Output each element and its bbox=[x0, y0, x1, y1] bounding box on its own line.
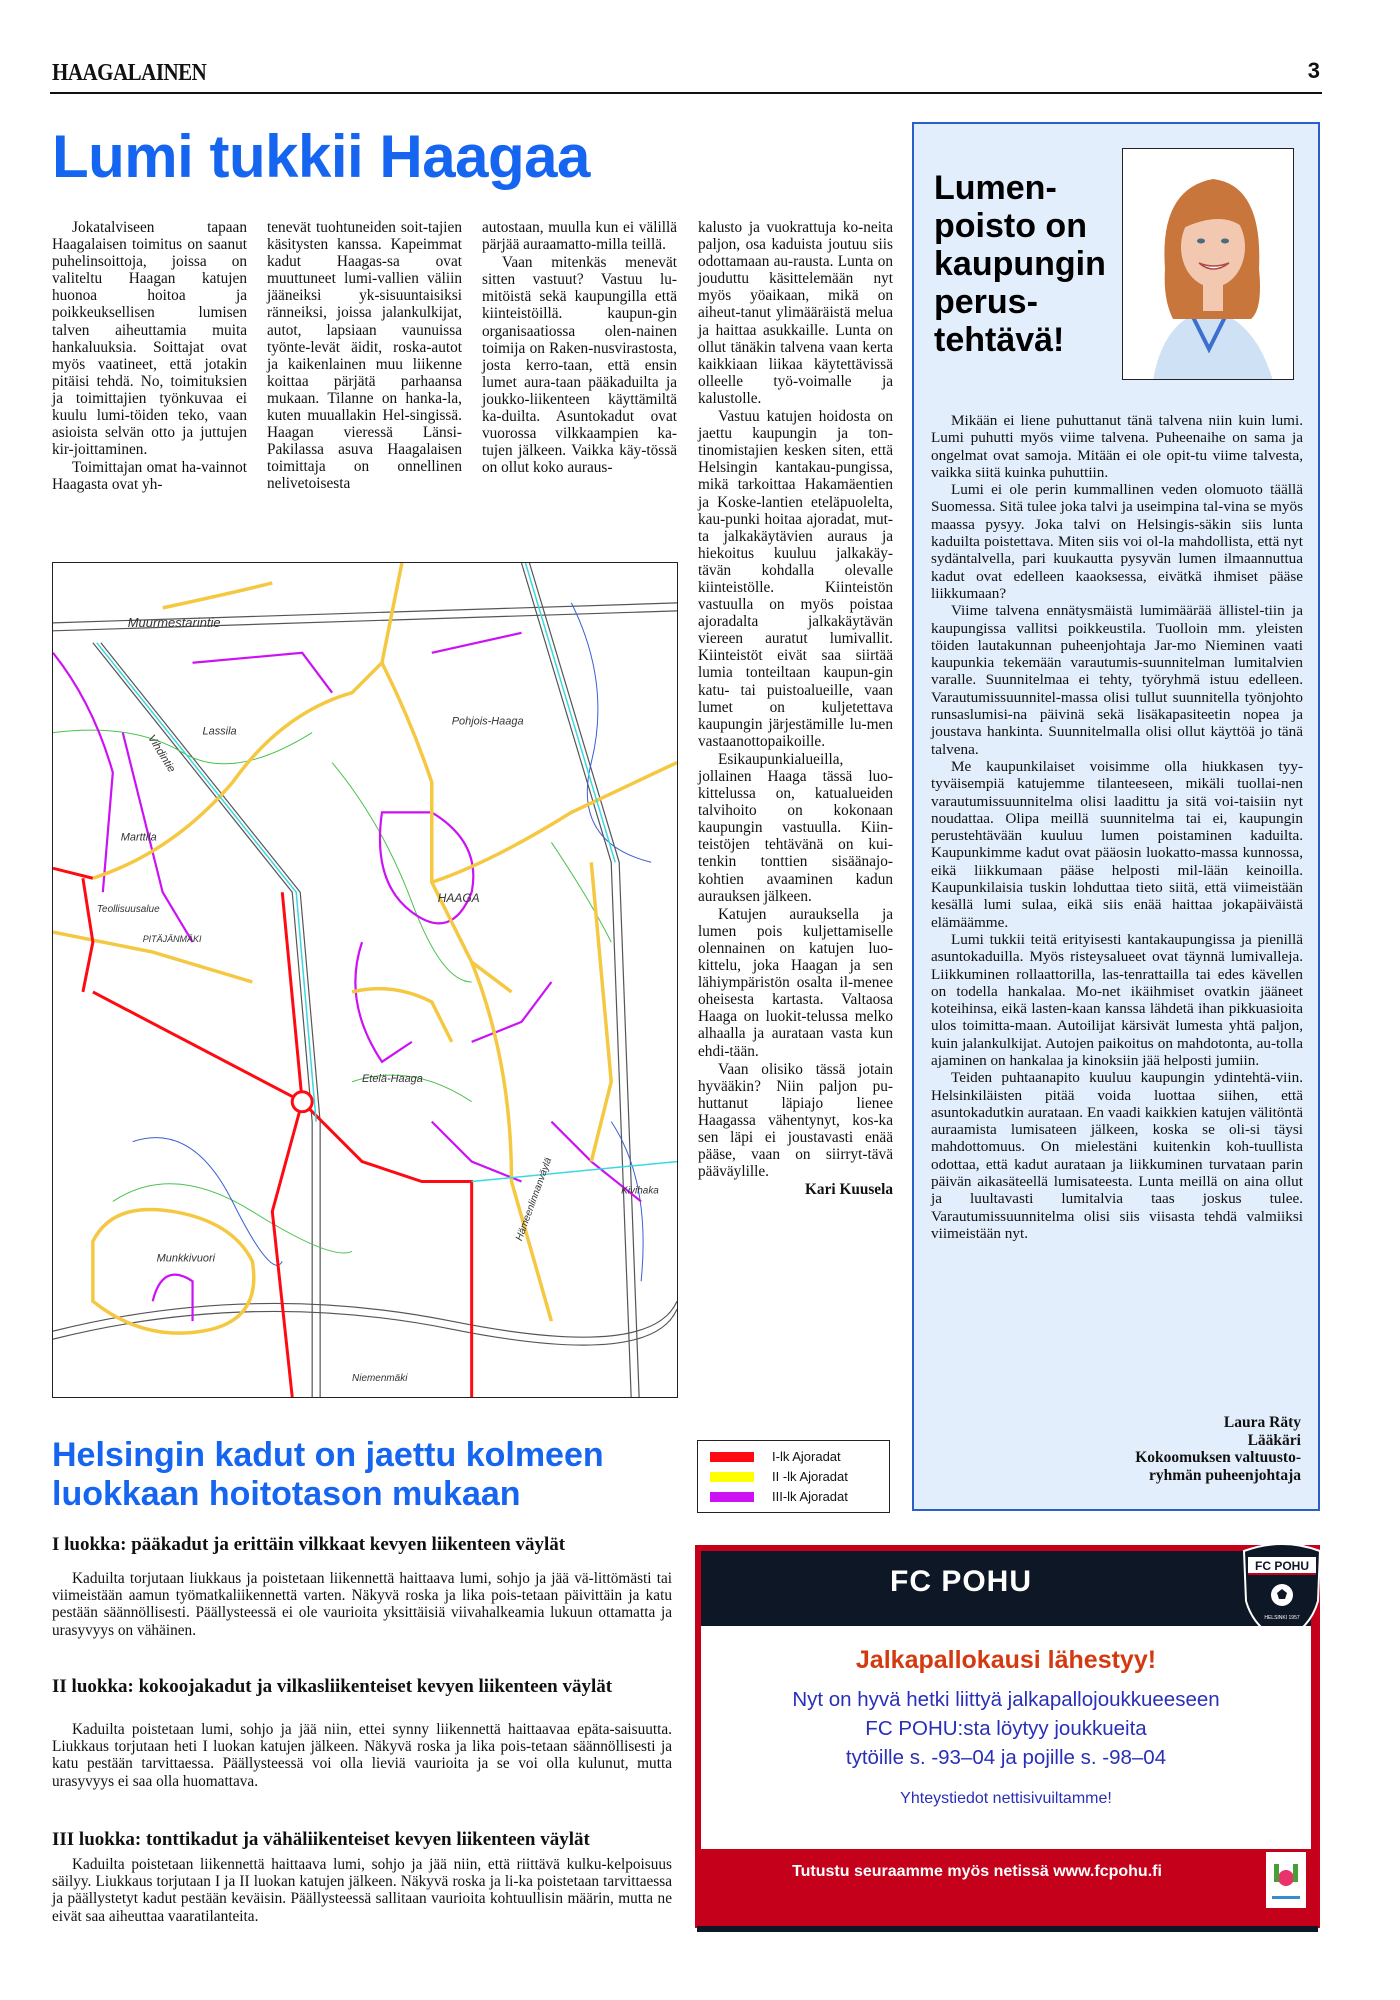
class-ii-body: Kaduilta poistetaan lumi, sohjo ja jää niin, ettei synny liikennettä haittaavaa epäta-saisuutta. Liukkaus torjutaan heti I luokan katujen jälkeen. Näkyvä roska ja lika pois-tetaan säännöllisesti ja katu pestään tarvittaessa. Päällysteessä voi olla lieviä vaurioita ja se voi olla kulunut, mutta urasyvyys ei saa olla huomattava. bbox=[52, 1721, 672, 1790]
map-class-ii-roads bbox=[53, 563, 677, 1333]
opinion-signature bbox=[1135, 1414, 1301, 1484]
map-roundabout bbox=[292, 1092, 312, 1112]
ad-contact-text: Yhteystiedot nettisivuiltamme! bbox=[900, 1790, 1112, 1807]
opinion-title-line: poisto on bbox=[934, 207, 1087, 245]
article-headline: Lumi tukkii Haagaa bbox=[52, 123, 590, 190]
legend-label: III-lk Ajoradat bbox=[772, 1489, 848, 1504]
map-cyan-lines bbox=[97, 563, 677, 1182]
map-class-ii-road bbox=[432, 763, 677, 883]
map-path bbox=[113, 1184, 352, 1253]
ad-header-bar bbox=[701, 1551, 1311, 1626]
class-ii-heading: II luokka: kokoojakadut ja vilkasliikenteiset kevyen liikenteen väylät bbox=[52, 1676, 613, 1697]
signature-title: Lääkäri bbox=[1247, 1431, 1301, 1449]
legend-item-class-ii bbox=[710, 1469, 848, 1484]
ad-brand-name: FC POHU bbox=[890, 1565, 1032, 1598]
map-road bbox=[53, 1309, 677, 1345]
map-class-ii-road bbox=[163, 583, 273, 608]
map-path bbox=[332, 763, 472, 982]
map-label: Munkkivuori bbox=[156, 1252, 216, 1265]
map-label: Vihdintie bbox=[145, 732, 178, 775]
legend-item-class-iii bbox=[710, 1489, 848, 1504]
map-label: PITÄJÄNMÄKI bbox=[142, 934, 202, 945]
class-iii-body: Kaduilta poistetaan liikennettä haittaava lumi, sohjo ja jää niin, että riittävä kulku-kelpoisuus säilyy. Liukkaus torjutaan I ja II luokan katujen jälkeen. Näkyvä roska ja li-ka poistetaan tarvittaessa ja päällystetyt kadut pestään keväisin. Päällysteessä sallitaan vaurioita kohtuullisin määrin, mutta ne eivät saa aiheuttaa vaaratilanteita. bbox=[52, 1856, 672, 1925]
map-class-iii-road bbox=[153, 1275, 193, 1322]
map-class-i-road bbox=[83, 878, 93, 992]
header-rule bbox=[50, 92, 1322, 94]
opinion-paragraph: Mikään ei liene puhuttanut tänä talvena niin kuin lumi. Lumi puhutti myös viime talvena. Puheenaihe on sama ja ongelmat ovat samoja. Mitään ei ole opit-tu viime talvesta, vaikka siitä kuinka puhuttiin. bbox=[931, 412, 1303, 481]
map-cyan-line bbox=[525, 563, 615, 862]
map-green-paths bbox=[53, 730, 611, 1253]
opinion-paragraph: Lumi ei ole perin kummallinen veden olomuoto täällä Suomessa. Sitä tulee joka talvi ja useimpina tal-vina se myös maassa pysyy. Joka talvi on Helsingis-säkin siis lunta kaduilta poistettava. Miten siis voi ol-la mahdollista, että nyt sydäntalvella, pari kuukautta pysyvän lumen ilmaannuttua kadut ovat edelleen kaaoksessa, eivätkä ihmiset pääse liikkumaan? bbox=[931, 481, 1303, 602]
legend-swatch-yellow bbox=[710, 1472, 754, 1482]
publication-masthead: HAAGALAINEN bbox=[52, 58, 207, 86]
article-paragraph: Vaan mitenkäs menevät sitten vastuut? Vastuu lu-mitöistä sekä kaupungilla että kiinteistöillä. kaupun-gin organisaatiossa olen-nainen toimija on Raken-nusvirastosta, josta kerro-taan, että ensin lumet aura-taan pääkaduilta ja joukko-liikenteen käyttämiltä ka-duilta. Asuntokadut ovat vuorossa vilkkaampien ka-tujen jälkeen. Vaikka käy-tössä on ollut koko auraus- bbox=[482, 254, 677, 477]
map-label: HAAGA bbox=[437, 891, 480, 906]
map-road bbox=[53, 1301, 677, 1337]
legend-item-class-i bbox=[710, 1449, 841, 1464]
opinion-paragraph: Teiden puhtaanapito kuuluu kaupungin ydintehtä-viin. Helsinkiläisten pitää voida luottaa siihen, että asuntokadutkin aurataan. En vaadi kaikkien katujen välitöntä auraamista lumisateen jälkeen, koska se oli-si täysi mahdottomuus. On mielestäni kuitenkin koh-tuullista odottaa, että kadut aurataan ja liikkuminen turvataan parin päivän aikasäteellä lumisateesta. Lunta meillä on aina ollut ja luultavasti lumitalvia taas joskus tulee. Varautumissuunnitelma olisi siis viisasta tehdä valmiiksi viimeistään nyt. bbox=[931, 1069, 1303, 1242]
map-class-iii-road bbox=[432, 633, 522, 653]
map-label: Hämeenlinnanväylä bbox=[513, 1156, 555, 1243]
article-paragraph: tenevät tuohtuneiden soit-tajien käsitysten kanssa. Kapeimmat kadut Haagas-sa ovat muuttuneet lumi-vallien väliin jääneiksi yk-sisuuntaisiksi ränneiksi, joissa jalankulkijat, autot, lapsiaan vaunuissa työnte-levät äidit, roska-autot ja kaikenlainen muu liikenne koittaa pärjätä parhaansa mukaan. Tilanne on hanka-la, kuten muuallakin Hel-singissä. Haagan vieressä Länsi-Pakilassa asuva Haagalaisen toimittaja on onnellinen nelivetoisesta bbox=[267, 219, 462, 493]
map-stream bbox=[611, 1122, 643, 1282]
opinion-box bbox=[912, 122, 1320, 1511]
map-road bbox=[101, 643, 320, 1397]
map-class-ii-road bbox=[93, 1209, 254, 1333]
class-iii-heading: III luokka: tonttikadut ja vähäliikenteiset kevyen liikenteen väylät bbox=[52, 1829, 590, 1850]
article-paragraph: Esikaupunkialueilla, jollainen Haaga tässä luo-kittelussa on, katualueiden talvihoito on kokonaan kaupungin vastuulla. Kiin-teistöjen tehtävänä on kui-tenkin tonttien sisäänajo-kohtien avaaminen kadun aurauksen jälkeen. bbox=[698, 750, 893, 905]
page-number: 3 bbox=[1307, 58, 1320, 83]
article-author: Kari Kuusela bbox=[805, 1181, 893, 1199]
map-class-i-road bbox=[302, 1102, 471, 1397]
map-stream bbox=[571, 603, 651, 862]
article-column-3 bbox=[482, 219, 677, 476]
map-road bbox=[529, 563, 639, 1397]
ad-text-line: FC POHU:sta löytyy joukkueita bbox=[865, 1717, 1147, 1740]
map-class-i-road bbox=[93, 992, 302, 1102]
street-classification-map bbox=[52, 562, 678, 1398]
article-paragraph: Vaan olisiko tässä jotain hyvääkin? Niin paljon pu-huttanut läpiajo lienee Haagassa vähentynyt, kos-ka sen läpi ei joustavasti enää pääse, vaan on siirryt-tävä pääväylille. bbox=[698, 1060, 893, 1181]
article-column-1 bbox=[52, 219, 247, 494]
class-i-body: Kaduilta torjutaan liukkaus ja poistetaan liikennettä haittaava lumi, sohjo ja jää vä-littömästi tai viimeistään aamun työmatkaliikennettä varten. Näkyvä roska ja lika pois-tetaan päivittäin ja katu pestään säännöllisesti. Päällysteessä ei ole vaurioita yksittäisiä viivahalkeamia lukuun ottamatta ja urasyvyys on vähäinen. bbox=[52, 1570, 672, 1639]
map-class-ii-road bbox=[472, 962, 555, 1321]
article-paragraph: Katujen aurauksella ja lumen pois kuljettamiselle olennainen on katujen luo-kittelu, joka Haagan ja sen lähiympäristön osalta il-menee oheisesta kartasta. Valtaosa Haaga on luokit-telussa melko alhaalla ja aurataan vasta kun ehdi-tään. bbox=[698, 905, 893, 1060]
article-paragraph: Jokatalviseen tapaan Haagalaisen toimitus on saanut puhelinsoittoja, joissa on valiteltu Haagan katujen huonoa hoitoa ja poikkeuksellisen lumisen talven aiheuttamia muita hankaluuksia. Soittajat ovat myös vaatineet, että jotakin pitäisi tehdä. No, toimituksien ja toimittajien työnkuvaa ei kuulu lumi-töiden teko, vaan asioista selvän otto ja juttujen kir-joittaminen. bbox=[52, 219, 247, 459]
map-label: Niemenmäki bbox=[352, 1373, 408, 1385]
legend-swatch-red bbox=[710, 1452, 754, 1462]
portrait-illustration bbox=[1123, 149, 1294, 380]
map-label: Kivihaka bbox=[621, 1185, 659, 1197]
author-portrait-photo bbox=[1122, 148, 1294, 380]
signature-role: ryhmän puheenjohtaja bbox=[1148, 1466, 1301, 1484]
article-paragraph: Toimittajan omat ha-vainnot Haagasta ovat yh- bbox=[52, 459, 247, 494]
map-class-ii-road bbox=[591, 862, 611, 1161]
map-graphic bbox=[53, 563, 677, 1397]
map-cyan-line bbox=[97, 643, 316, 1122]
ad-text-line: Nyt on hyvä hetki liittyä jalkapallojoukkueeseen bbox=[792, 1688, 1220, 1711]
legend-label: I-lk Ajoradat bbox=[772, 1449, 841, 1464]
map-label: Etelä-Haaga bbox=[362, 1072, 423, 1085]
ad-headline: Jalkapallokausi lähestyy! bbox=[855, 1646, 1157, 1674]
opinion-paragraph: Lumi tukkii teitä erityisesti kantakaupungissa ja pienillä asuntokaduilla. Myös risteysalueet ovat täynnä lumivalleja. Liikkuminen rollaattorilla, las-tenrattailla tai edes kävellen on todella hankalaa. Mo-net ikäihmiset ovatkin jääneet koteihinsa, eikä lasten-kaan kanssa lähdetä ihan pikkuasioita ulos toimitta-maan. Autoilijat kärsivät lumesta yhtä paljon, kuin jalankulkijat. Autojen paikoitus on mahdotonta, au-tolla ajaminen on hankalaa ja kinoksiin jää helposti jumiin. bbox=[931, 930, 1303, 1069]
signature-name: Laura Räty bbox=[1223, 1414, 1301, 1431]
opinion-title bbox=[934, 169, 1106, 359]
signature-role: Kokoomuksen valtuusto- bbox=[1135, 1449, 1301, 1466]
map-class-iii-road bbox=[355, 942, 411, 1062]
fc-pohu-advertisement bbox=[695, 1545, 1320, 1928]
map-road-network bbox=[53, 563, 677, 1397]
map-label: Muurmestarintie bbox=[127, 614, 221, 630]
map-class-ii-road bbox=[382, 663, 512, 992]
class-i-heading: I luokka: pääkadut ja erittäin vilkkaat kevyen liikenteen väylät bbox=[52, 1534, 566, 1555]
map-class-iii-road bbox=[380, 812, 473, 923]
map-legend bbox=[697, 1440, 890, 1513]
map-label: Teollisuusalue bbox=[96, 904, 160, 916]
map-class-iii-road bbox=[193, 653, 333, 693]
classification-headline: Helsingin kadut on jaettu kolmeen luokkaan hoitotason mukaan bbox=[52, 1436, 604, 1513]
legend-swatch-purple bbox=[710, 1492, 754, 1502]
opinion-body bbox=[931, 412, 1303, 1242]
article-paragraph: Vastuu katujen hoidosta on jaettu kaupungin ja ton-tinomistajien kesken siten, että Helsingin kantakau-pungissa, mikä tarkoittaa Hakamäentien ja Koske-lantien eteläpuolelta, kau-punki hoitaa ajoradat, mut-ta jalkakäytävien auraus ja hiekoitus kuuluu jalkakäy-tävän kohdalla olevalle kiinteistölle. Kiinteistön vastuulla on myös poistaa ajoradalta jalkakäytävän viereen auratut lumivallit. Kiinteistöt eivät saa siirtää lumia tonteiltaan kaupun-gin katu- tai puistoalueille, vaan lumet on kuljetettava kaupungin järjestämille lu-men vastaanottopaikoille. bbox=[698, 408, 893, 750]
ad-text-line: tytöille s. -93–04 ja pojille s. -98–04 bbox=[845, 1746, 1167, 1769]
opinion-title-line: perus- bbox=[934, 283, 1038, 321]
crest-subtext: HELSINKI 1957 bbox=[1264, 1615, 1300, 1621]
opinion-paragraph: Me kaupunkilaiset voisimme olla hiukkasen tyy-tyväisempiä katujemme tilanteeseen, mikäli tuollai-nen varautumissuunnitelma olisi laadittu ja sitä voi-taisiin nyt noudattaa. Olipa meillä suunnitelma tai ei, kaupungin perustehtävään kuuluu lumen poistaminen kaduilta. Kaupunkimme kadut ovat pääosin luokatto-massa kunnossa, eikä liikkumaan pääse helposti mil-lään keinoilla. Kaupunkilaisia tuskin lohduttaa tieto siitä, että viimeistään kesällä lumi sulaa, eikä siis enää haittaa jokapäiväistä elämäämme. bbox=[931, 757, 1303, 931]
ad-bottom-bar bbox=[697, 1926, 1318, 1932]
ad-website-link[interactable]: Tutustu seuraamme myös netissä www.fcpohu.fi bbox=[792, 1863, 1162, 1880]
opinion-title-line: kaupungin bbox=[934, 245, 1106, 283]
map-label: Lassila bbox=[202, 725, 237, 738]
opinion-title-line: Lumen- bbox=[934, 169, 1057, 207]
map-class-i-road bbox=[272, 1102, 302, 1397]
map-class-i-road bbox=[53, 868, 93, 878]
map-cyan-line bbox=[472, 1162, 677, 1182]
article-column-2 bbox=[267, 219, 462, 493]
map-label: Pohjois-Haaga bbox=[451, 715, 524, 728]
article-paragraph: kalusto ja vuokrattuja ko-neita paljon, osa kaduista joutuu siis odottamaan au-rausta. Lunta on jouduttu käsittelemään nyt myös yöaikaan, mikä on aiheut-tanut ylimääräistä melua ja haittaa asukkaille. Lunta on ollut tänäkin talvena vaan kerta kaikkiaan liikaa käytettävissä olleelle työ-voimalle ja kalustolle. bbox=[698, 219, 893, 407]
map-blue-streams bbox=[133, 603, 651, 1281]
map-class-iii-road bbox=[53, 653, 113, 892]
map-label: Marttila bbox=[120, 831, 157, 844]
opinion-paragraph: Viime talvena ennätysmäistä lumimäärää ällistel-tiin ja kaupungissa vallitsi poikkeustila. Tuolloin mm. yleisten töiden lautakunnan puheenjohtaja Jar-mo Nieminen vaati kaupunkia tekemään varautumis-suunnitelman lumitalvien varalle. Suunnitelmaa ei tehty, työryhmä istuu edelleen. Varautumissuunnitel-massa olisi tullut suunnitella työnjohto runsaslumisi-na päivinä sekä lisäkapasiteetin nopea ja joustava hankinta. Suunnitelmalla olisi ollut käyttöä jo tänä talvena. bbox=[931, 602, 1303, 758]
ad-content-panel bbox=[701, 1626, 1311, 1849]
map-stream bbox=[133, 1138, 283, 1266]
legend-label: II -lk Ajoradat bbox=[772, 1469, 848, 1484]
article-column-4 bbox=[698, 219, 893, 1198]
sponsor-badge-icon bbox=[1266, 1852, 1306, 1908]
opinion-title-line: tehtävä! bbox=[934, 321, 1065, 359]
article-paragraph: autostaan, muulla kun ei välillä pärjää auraamatto-milla teillä. bbox=[482, 219, 677, 254]
map-path bbox=[551, 842, 611, 942]
crest-text: FC POHU bbox=[1255, 1559, 1309, 1573]
